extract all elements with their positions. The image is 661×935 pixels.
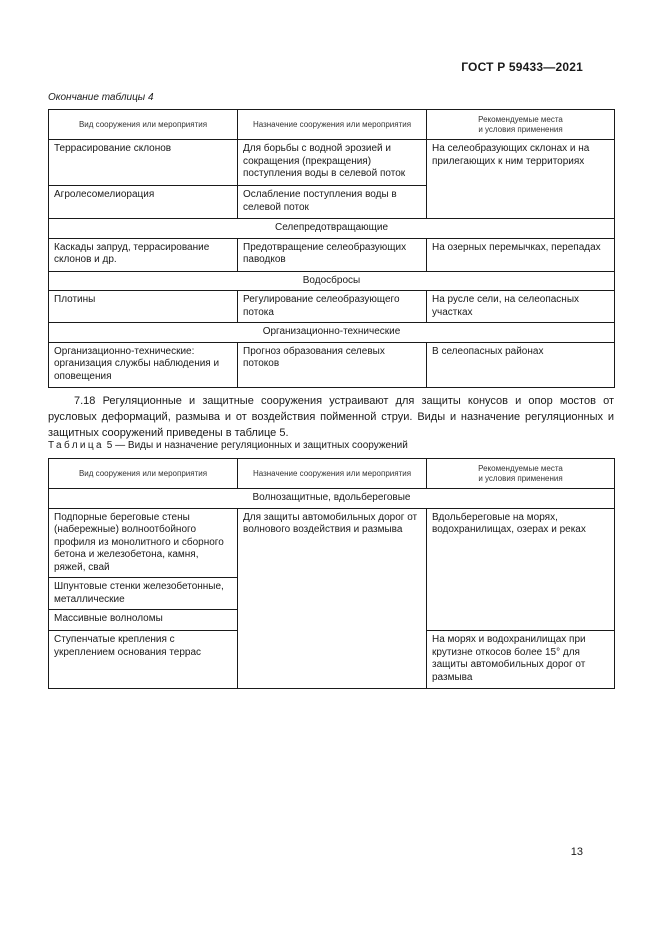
table-row (49, 291, 615, 323)
column-header-place: Рекомендуемые места и условия применения (427, 459, 615, 489)
section-row (49, 323, 615, 343)
paragraph-number: 7.18 (74, 395, 96, 407)
section-row (49, 489, 615, 509)
cell-purpose: Регулирование селеобразующего потока (238, 291, 427, 323)
cell-place: На селеобразующих склонах и на прилегающих к ним территориях (427, 140, 615, 219)
column-header-purpose: Назначение сооружения или мероприятия (238, 459, 427, 489)
cell-purpose: Для борьбы с водной эрозией и сокращения (прекращения) поступления воды в селевой поток (238, 140, 427, 186)
cell-type: Шпунтовые стенки железобетонные, металлические (49, 578, 238, 610)
cell-place: На русле сели, на селеопасных участках (427, 291, 615, 323)
table-header-row (49, 459, 615, 489)
column-header-type: Вид сооружения или мероприятия (49, 459, 238, 489)
section-title: Селепредотвращающие (49, 219, 615, 239)
cell-type: Организационно-технические: организация службы наблюдения и оповещения (49, 342, 238, 387)
column-header-type: Вид сооружения или мероприятия (49, 110, 238, 140)
table5-caption-word: Таблица (48, 440, 105, 451)
cell-type: Плотины (49, 291, 238, 323)
cell-type: Агролесомелиорация (49, 186, 238, 219)
section-title: Волнозащитные, вдольбереговые (49, 489, 615, 509)
paragraph-7-18 (48, 393, 614, 441)
cell-type: Ступенчатые крепления с укреплением основания террас (49, 631, 238, 689)
table-row (49, 508, 615, 578)
section-row (49, 219, 615, 239)
section-title: Водосбросы (49, 271, 615, 291)
column-header-purpose: Назначение сооружения или мероприятия (238, 110, 427, 140)
cell-place: На морях и водохранилищах при крутизне откосов более 15° для защиты автомобильных дорог от размыва (427, 631, 615, 689)
section-title: Организационно-технические (49, 323, 615, 343)
cell-purpose: Прогноз образования селевых потоков (238, 342, 427, 387)
cell-purpose: Для защиты автомобильных дорог от волнового воздействия и размыва (238, 508, 427, 689)
table-header-row (49, 110, 615, 140)
cell-type: Террасирование склонов (49, 140, 238, 186)
page-number: 13 (570, 846, 583, 858)
document-header: ГОСТ Р 59433—2021 (461, 60, 583, 74)
table-row (49, 238, 615, 271)
table5-caption-number: 5 (106, 440, 113, 451)
column-header-place: Рекомендуемые места и условия применения (427, 110, 615, 140)
section-row (49, 271, 615, 291)
cell-purpose: Ослабление поступления воды в селевой поток (238, 186, 427, 219)
cell-place: В селеопасных районах (427, 342, 615, 387)
table5 (48, 458, 615, 689)
table5-caption-title: — Виды и назначение регуляционных и защитных сооружений (115, 440, 408, 451)
cell-purpose: Предотвращение селеобразующих паводков (238, 238, 427, 271)
cell-type: Подпорные береговые стены (набережные) волноотбойного профиля из монолитного и сборного бетона и железобетона, камня, ряжей, свай (49, 508, 238, 578)
table4 (48, 109, 615, 388)
table5-caption (48, 440, 408, 451)
cell-type: Массивные волноломы (49, 610, 238, 631)
cell-place: На озерных перемычках, перепадах (427, 238, 615, 271)
paragraph-text: Регуляционные и защитные сооружения устраивают для защиты конусов и опор мостов от русловых деформаций, размыва и от воздействия пойменной струи. Виды и назначение регуляционных и защитных сооружений приведены в таблице 5. (48, 395, 614, 439)
cell-place: Вдольбереговые на морях, водохранилищах, озерах и реках (427, 508, 615, 631)
table-row (49, 342, 615, 387)
table-row (49, 140, 615, 186)
table4-caption: Окончание таблицы 4 (48, 92, 154, 103)
cell-type: Каскады запруд, террасирование склонов и др. (49, 238, 238, 271)
